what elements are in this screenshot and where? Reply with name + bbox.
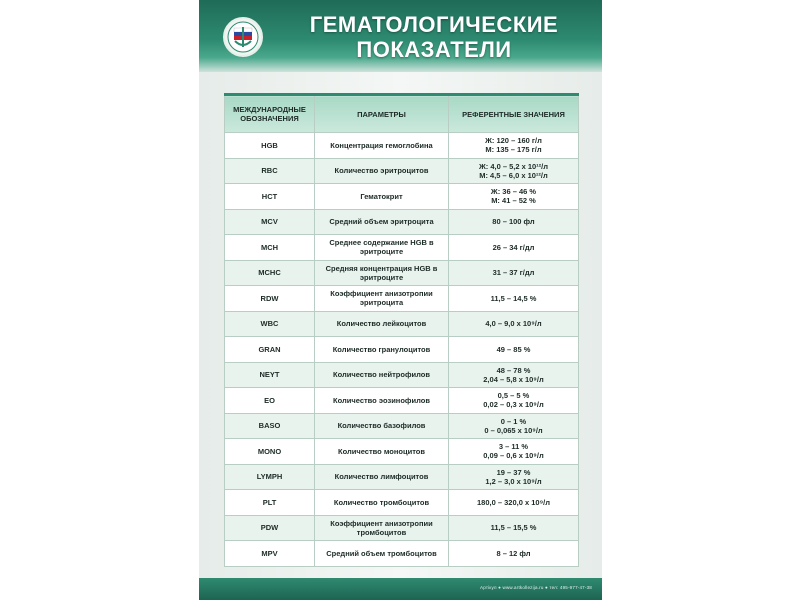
- reference-line-2: М: 135 – 175 г/л: [485, 145, 542, 155]
- medical-emblem-icon: [223, 17, 263, 57]
- reference-line-1: Ж: 4,0 – 5,2 x 10¹²/л: [478, 161, 549, 171]
- reference-line-2: 0,02 – 0,3 x 10⁹/л: [483, 400, 544, 410]
- reference-line-1: 180,0 – 320,0 x 10⁹/л: [477, 497, 550, 507]
- reference-line-1: 49 – 85 %: [496, 344, 531, 354]
- cell-reference: [449, 541, 579, 567]
- cell-code: NEYT: [225, 362, 315, 388]
- table-row: [225, 286, 579, 312]
- reference-line-2: 0,09 – 0,6 x 10⁹/л: [483, 451, 544, 461]
- title-line-2: ПОКАЗАТЕЛИ: [356, 37, 512, 62]
- header-international-codes: МЕЖДУНАРОДНЫЕ ОБОЗНАЧЕНИЯ: [225, 95, 315, 133]
- cell-code: WBC: [225, 311, 315, 337]
- cell-reference: [449, 362, 579, 388]
- cell-code: RDW: [225, 286, 315, 312]
- cell-parameter: Средний объем эритроцита: [315, 209, 449, 235]
- cell-parameter: Количество тромбоцитов: [315, 490, 449, 516]
- table-row: [225, 133, 579, 159]
- cell-parameter: Количество лимфоцитов: [315, 464, 449, 490]
- cell-parameter: Среднее содержание HGB в эритроците: [315, 235, 449, 261]
- cell-parameter: Коэффициент анизотропии тромбоцитов: [315, 515, 449, 541]
- header-reference-values: РЕФЕРЕНТНЫЕ ЗНАЧЕНИЯ: [449, 95, 579, 133]
- cell-reference: [449, 158, 579, 184]
- reference-line-1: 11,5 – 15,5 %: [490, 523, 537, 533]
- table-row: [225, 362, 579, 388]
- cell-reference: [449, 337, 579, 363]
- cell-parameter: Количество лейкоцитов: [315, 311, 449, 337]
- reference-line-2: 2,04 – 5,8 x 10⁹/л: [483, 374, 544, 384]
- table-row: [225, 235, 579, 261]
- table-header-row: [225, 95, 579, 133]
- cell-code: MCHC: [225, 260, 315, 286]
- cell-parameter: Концентрация гемоглобина: [315, 133, 449, 159]
- reference-line-1: 19 – 37 %: [496, 467, 531, 477]
- reference-line-1: 80 – 100 фл: [492, 217, 535, 227]
- table-row: [225, 541, 579, 567]
- cell-parameter: Гематокрит: [315, 184, 449, 210]
- cell-code: MPV: [225, 541, 315, 567]
- table-row: [225, 260, 579, 286]
- table-row: [225, 311, 579, 337]
- title-line-1: ГЕМАТОЛОГИЧЕСКИЕ: [309, 12, 559, 37]
- cell-code: MONO: [225, 439, 315, 465]
- cell-parameter: Количество гранулоцитов: [315, 337, 449, 363]
- cell-code: MCV: [225, 209, 315, 235]
- cell-reference: [449, 311, 579, 337]
- cell-code: PDW: [225, 515, 315, 541]
- cell-reference: [449, 133, 579, 159]
- table-row: [225, 490, 579, 516]
- footer-text: Артікул ● www.artkollezija.ru ● тел: 495-977-47-38: [480, 585, 592, 590]
- cell-parameter: Средняя концентрация HGB в эритроците: [315, 260, 449, 286]
- table-row: [225, 515, 579, 541]
- reference-line-1: 4,0 – 9,0 x 10⁹/л: [485, 319, 542, 329]
- table-row: [225, 439, 579, 465]
- cell-parameter: Средний объем тромбоцитов: [315, 541, 449, 567]
- cell-code: MCH: [225, 235, 315, 261]
- page-title: [279, 12, 589, 62]
- cell-reference: [449, 209, 579, 235]
- cell-code: PLT: [225, 490, 315, 516]
- cell-parameter: Количество эозинофилов: [315, 388, 449, 414]
- reference-line-1: 48 – 78 %: [496, 365, 531, 375]
- cell-reference: [449, 439, 579, 465]
- cell-code: BASO: [225, 413, 315, 439]
- hematology-table: [224, 93, 579, 567]
- footer-band: [199, 578, 602, 600]
- cell-parameter: Количество эритроцитов: [315, 158, 449, 184]
- cell-reference: [449, 235, 579, 261]
- reference-line-2: 1,2 – 3,0 x 10⁹/л: [485, 476, 542, 486]
- cell-parameter: Количество моноцитов: [315, 439, 449, 465]
- cell-code: RBC: [225, 158, 315, 184]
- reference-line-1: 26 – 34 г/дл: [492, 242, 535, 252]
- reference-line-1: Ж: 36 – 46 %: [490, 187, 537, 197]
- cell-reference: [449, 464, 579, 490]
- cell-reference: [449, 184, 579, 210]
- table-row: [225, 209, 579, 235]
- poster-header: [199, 0, 602, 72]
- reference-line-2: 0 – 0,065 x 10⁹/л: [484, 425, 543, 435]
- reference-line-1: Ж: 120 – 160 г/л: [485, 136, 542, 146]
- cell-code: GRAN: [225, 337, 315, 363]
- cell-reference: [449, 490, 579, 516]
- header-parameters: ПАРАМЕТРЫ: [315, 95, 449, 133]
- reference-line-1: 0,5 – 5 %: [497, 391, 530, 401]
- cell-code: HCT: [225, 184, 315, 210]
- cell-reference: [449, 260, 579, 286]
- table-row: [225, 388, 579, 414]
- table-row: [225, 413, 579, 439]
- cell-code: EO: [225, 388, 315, 414]
- cell-code: HGB: [225, 133, 315, 159]
- table-row: [225, 158, 579, 184]
- reference-line-1: 11,5 – 14,5 %: [490, 293, 537, 303]
- reference-line-1: 8 – 12 фл: [496, 548, 531, 558]
- cell-reference: [449, 515, 579, 541]
- poster: [199, 0, 602, 600]
- cell-parameter: Количество базофилов: [315, 413, 449, 439]
- reference-line-1: 3 – 11 %: [498, 442, 529, 452]
- reference-line-1: 31 – 37 г/дл: [492, 268, 535, 278]
- reference-line-1: 0 – 1 %: [500, 416, 527, 426]
- cell-parameter: Коэффициент анизотропии эритроцита: [315, 286, 449, 312]
- cell-reference: [449, 413, 579, 439]
- table-row: [225, 184, 579, 210]
- table-row: [225, 337, 579, 363]
- cell-parameter: Количество нейтрофилов: [315, 362, 449, 388]
- cell-reference: [449, 388, 579, 414]
- reference-line-2: М: 4,5 – 6,0 x 10¹²/л: [479, 170, 548, 180]
- table-body: [225, 133, 579, 567]
- reference-line-2: М: 41 – 52 %: [491, 196, 536, 206]
- cell-reference: [449, 286, 579, 312]
- cell-code: LYMPH: [225, 464, 315, 490]
- table-row: [225, 464, 579, 490]
